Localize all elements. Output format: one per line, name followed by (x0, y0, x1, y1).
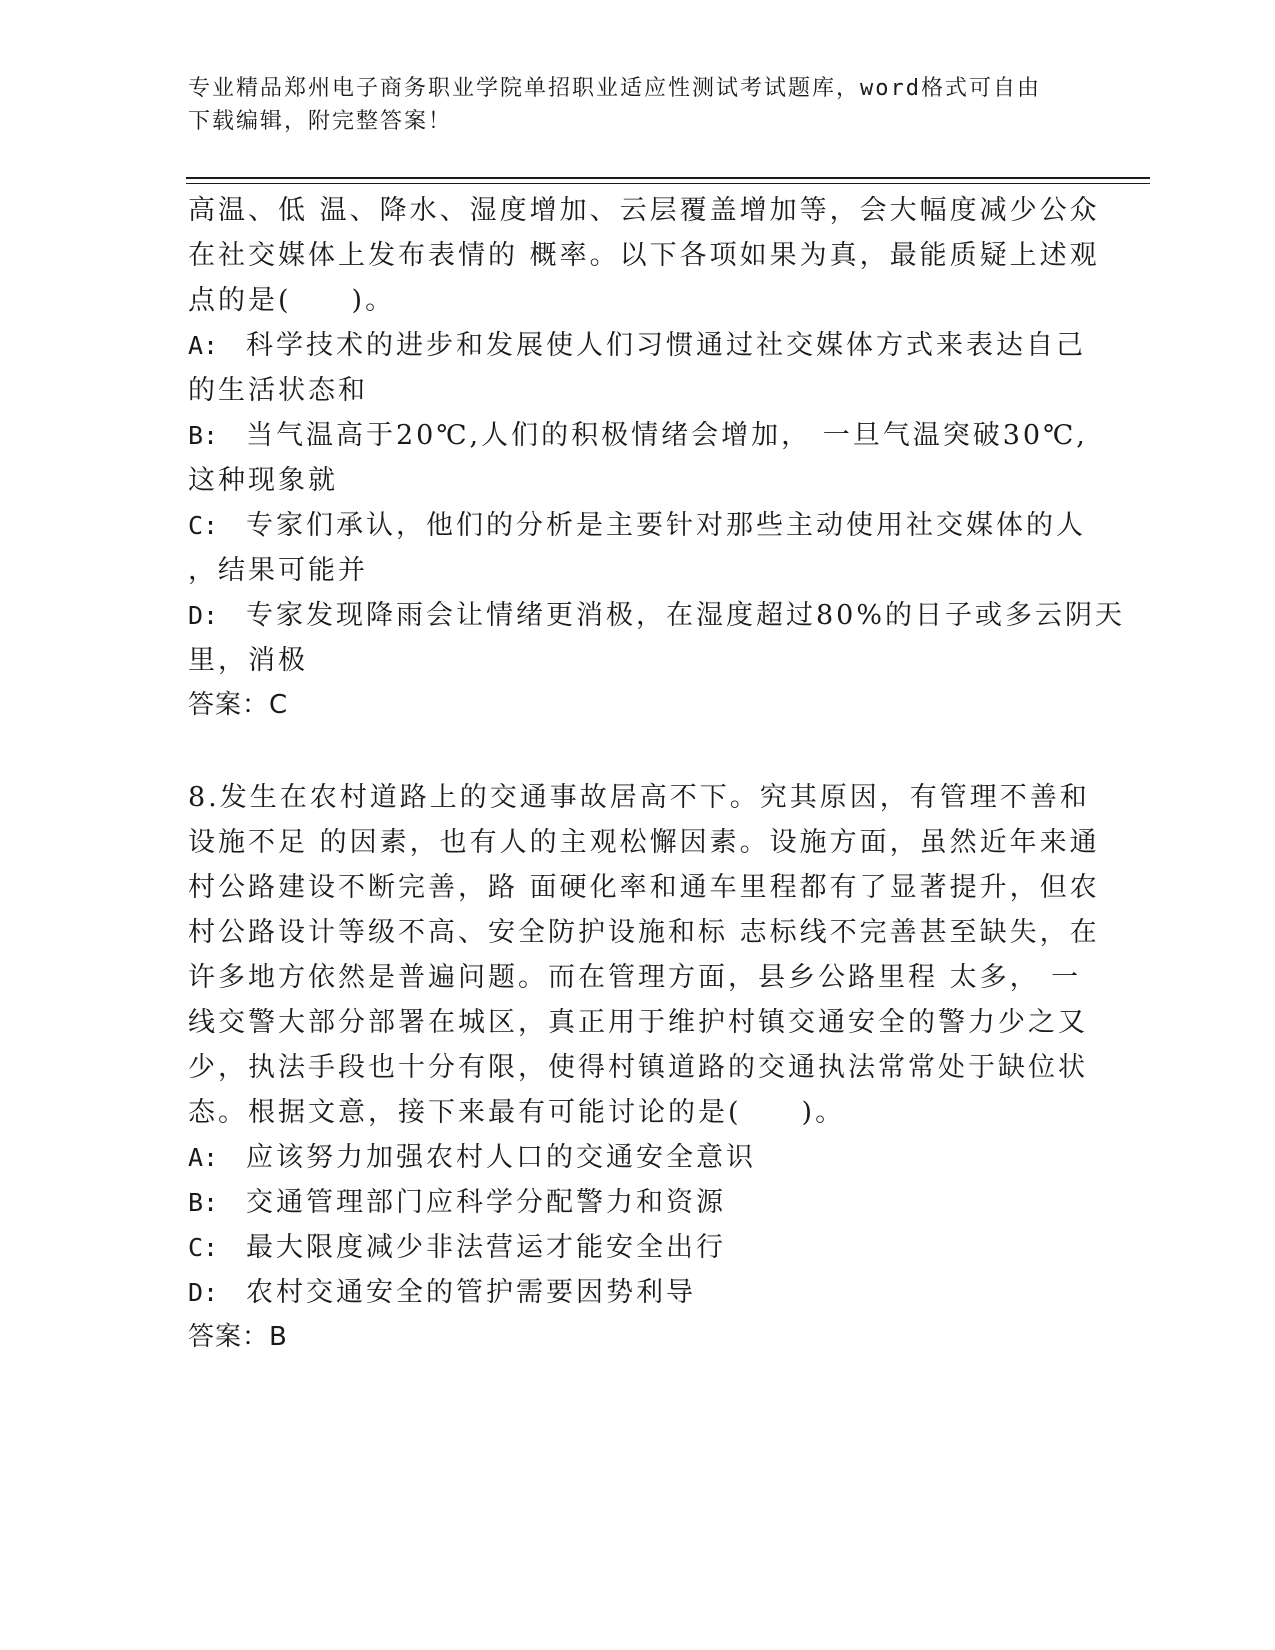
option-text: 农村交通安全的管护需要因势利导 (246, 1277, 696, 1308)
question-7-stem-line: 高温、低 温、降水、湿度增加、云层覆盖增加等，会大幅度减少公众 (188, 195, 1100, 226)
question-8-stem-line: 许多地方依然是普遍问题。而在管理方面，县乡公路里程 太多， 一 (188, 962, 1082, 993)
question-8-option-d (188, 1270, 1088, 1315)
question-spacer (188, 728, 1088, 775)
question-8-stem-line: 村公路建设不断完善，路 面硬化率和通车里程都有了显著提升，但农 (188, 872, 1100, 903)
option-text-continued: 的生活状态和 (188, 375, 368, 406)
question-8-option-b (188, 1180, 1088, 1225)
option-text: 科学技术的进步和发展使人们习惯通过社交媒体方式来表达自己 (246, 330, 1086, 361)
question-8-stem-line: 设施不足 的因素，也有人的主观松懈因素。设施方面，虽然近年来通 (188, 827, 1100, 858)
header-line-2: 下载编辑，附完整答案！ (188, 109, 453, 134)
question-8-answer: 答案：B (188, 1322, 288, 1352)
question-7 (188, 188, 1126, 728)
question-7-option-a (188, 323, 1088, 413)
option-text: 应该努力加强农村人口的交通安全意识 (246, 1142, 756, 1173)
question-8-option-c (188, 1225, 1088, 1270)
question-7-option-b (188, 413, 1088, 503)
question-7-option-c (188, 503, 1088, 593)
option-text: 当气温高于20℃,人们的积极情绪会增加， 一旦气温突破30℃, (246, 420, 1088, 451)
option-text: 专家发现降雨会让情绪更消极，在湿度超过80%的日子或多云阴天 (246, 600, 1126, 631)
option-text: 交通管理部门应科学分配警力和资源 (246, 1187, 726, 1218)
option-key: D: (188, 1278, 219, 1307)
option-key: A: (188, 1143, 219, 1172)
question-7-stem-line: 在社交媒体上发布表情的 概率。以下各项如果为真，最能质疑上述观 (188, 240, 1100, 271)
option-text: 专家们承认，他们的分析是主要针对那些主动使用社交媒体的人 (246, 510, 1086, 541)
option-text-continued: ，结果可能并 (188, 555, 368, 586)
question-7-option-d (188, 593, 1126, 683)
option-text: 最大限度减少非法营运才能安全出行 (246, 1232, 726, 1263)
question-8-stem-line: 线交警大部分部署在城区，真正用于维护村镇交通安全的警力少之又 (188, 1007, 1088, 1038)
header-rule-thin (186, 183, 1150, 184)
option-key: C: (188, 511, 219, 540)
question-8 (188, 775, 1100, 1360)
header-line-1: 专业精品郑州电子商务职业学院单招职业适应性测试考试题库，word格式可自由 (188, 76, 1041, 101)
option-text-continued: 里，消极 (188, 645, 308, 676)
option-text-continued: 这种现象就 (188, 465, 338, 496)
header-rule-thick (186, 177, 1150, 179)
option-key: B: (188, 1188, 219, 1217)
question-7-answer: 答案：C (188, 690, 289, 720)
option-key: A: (188, 331, 219, 360)
document-body (188, 188, 1126, 1360)
question-7-stem-line: 点的是( )。 (188, 285, 396, 316)
option-key: D: (188, 601, 219, 630)
page-header (188, 72, 1068, 138)
question-8-stem-line: 村公路设计等级不高、安全防护设施和标 志标线不完善甚至缺失，在 (188, 917, 1100, 948)
question-8-stem-line: 少，执法手段也十分有限，使得村镇道路的交通执法常常处于缺位状 (188, 1052, 1088, 1083)
question-8-stem-line: 8.发生在农村道路上的交通事故居高不下。究其原因，有管理不善和 (188, 782, 1090, 813)
option-key: B: (188, 421, 219, 450)
question-8-stem-line: 态。根据文意，接下来最有可能讨论的是( )。 (188, 1097, 846, 1128)
option-key: C: (188, 1233, 219, 1262)
question-8-option-a (188, 1135, 1088, 1180)
